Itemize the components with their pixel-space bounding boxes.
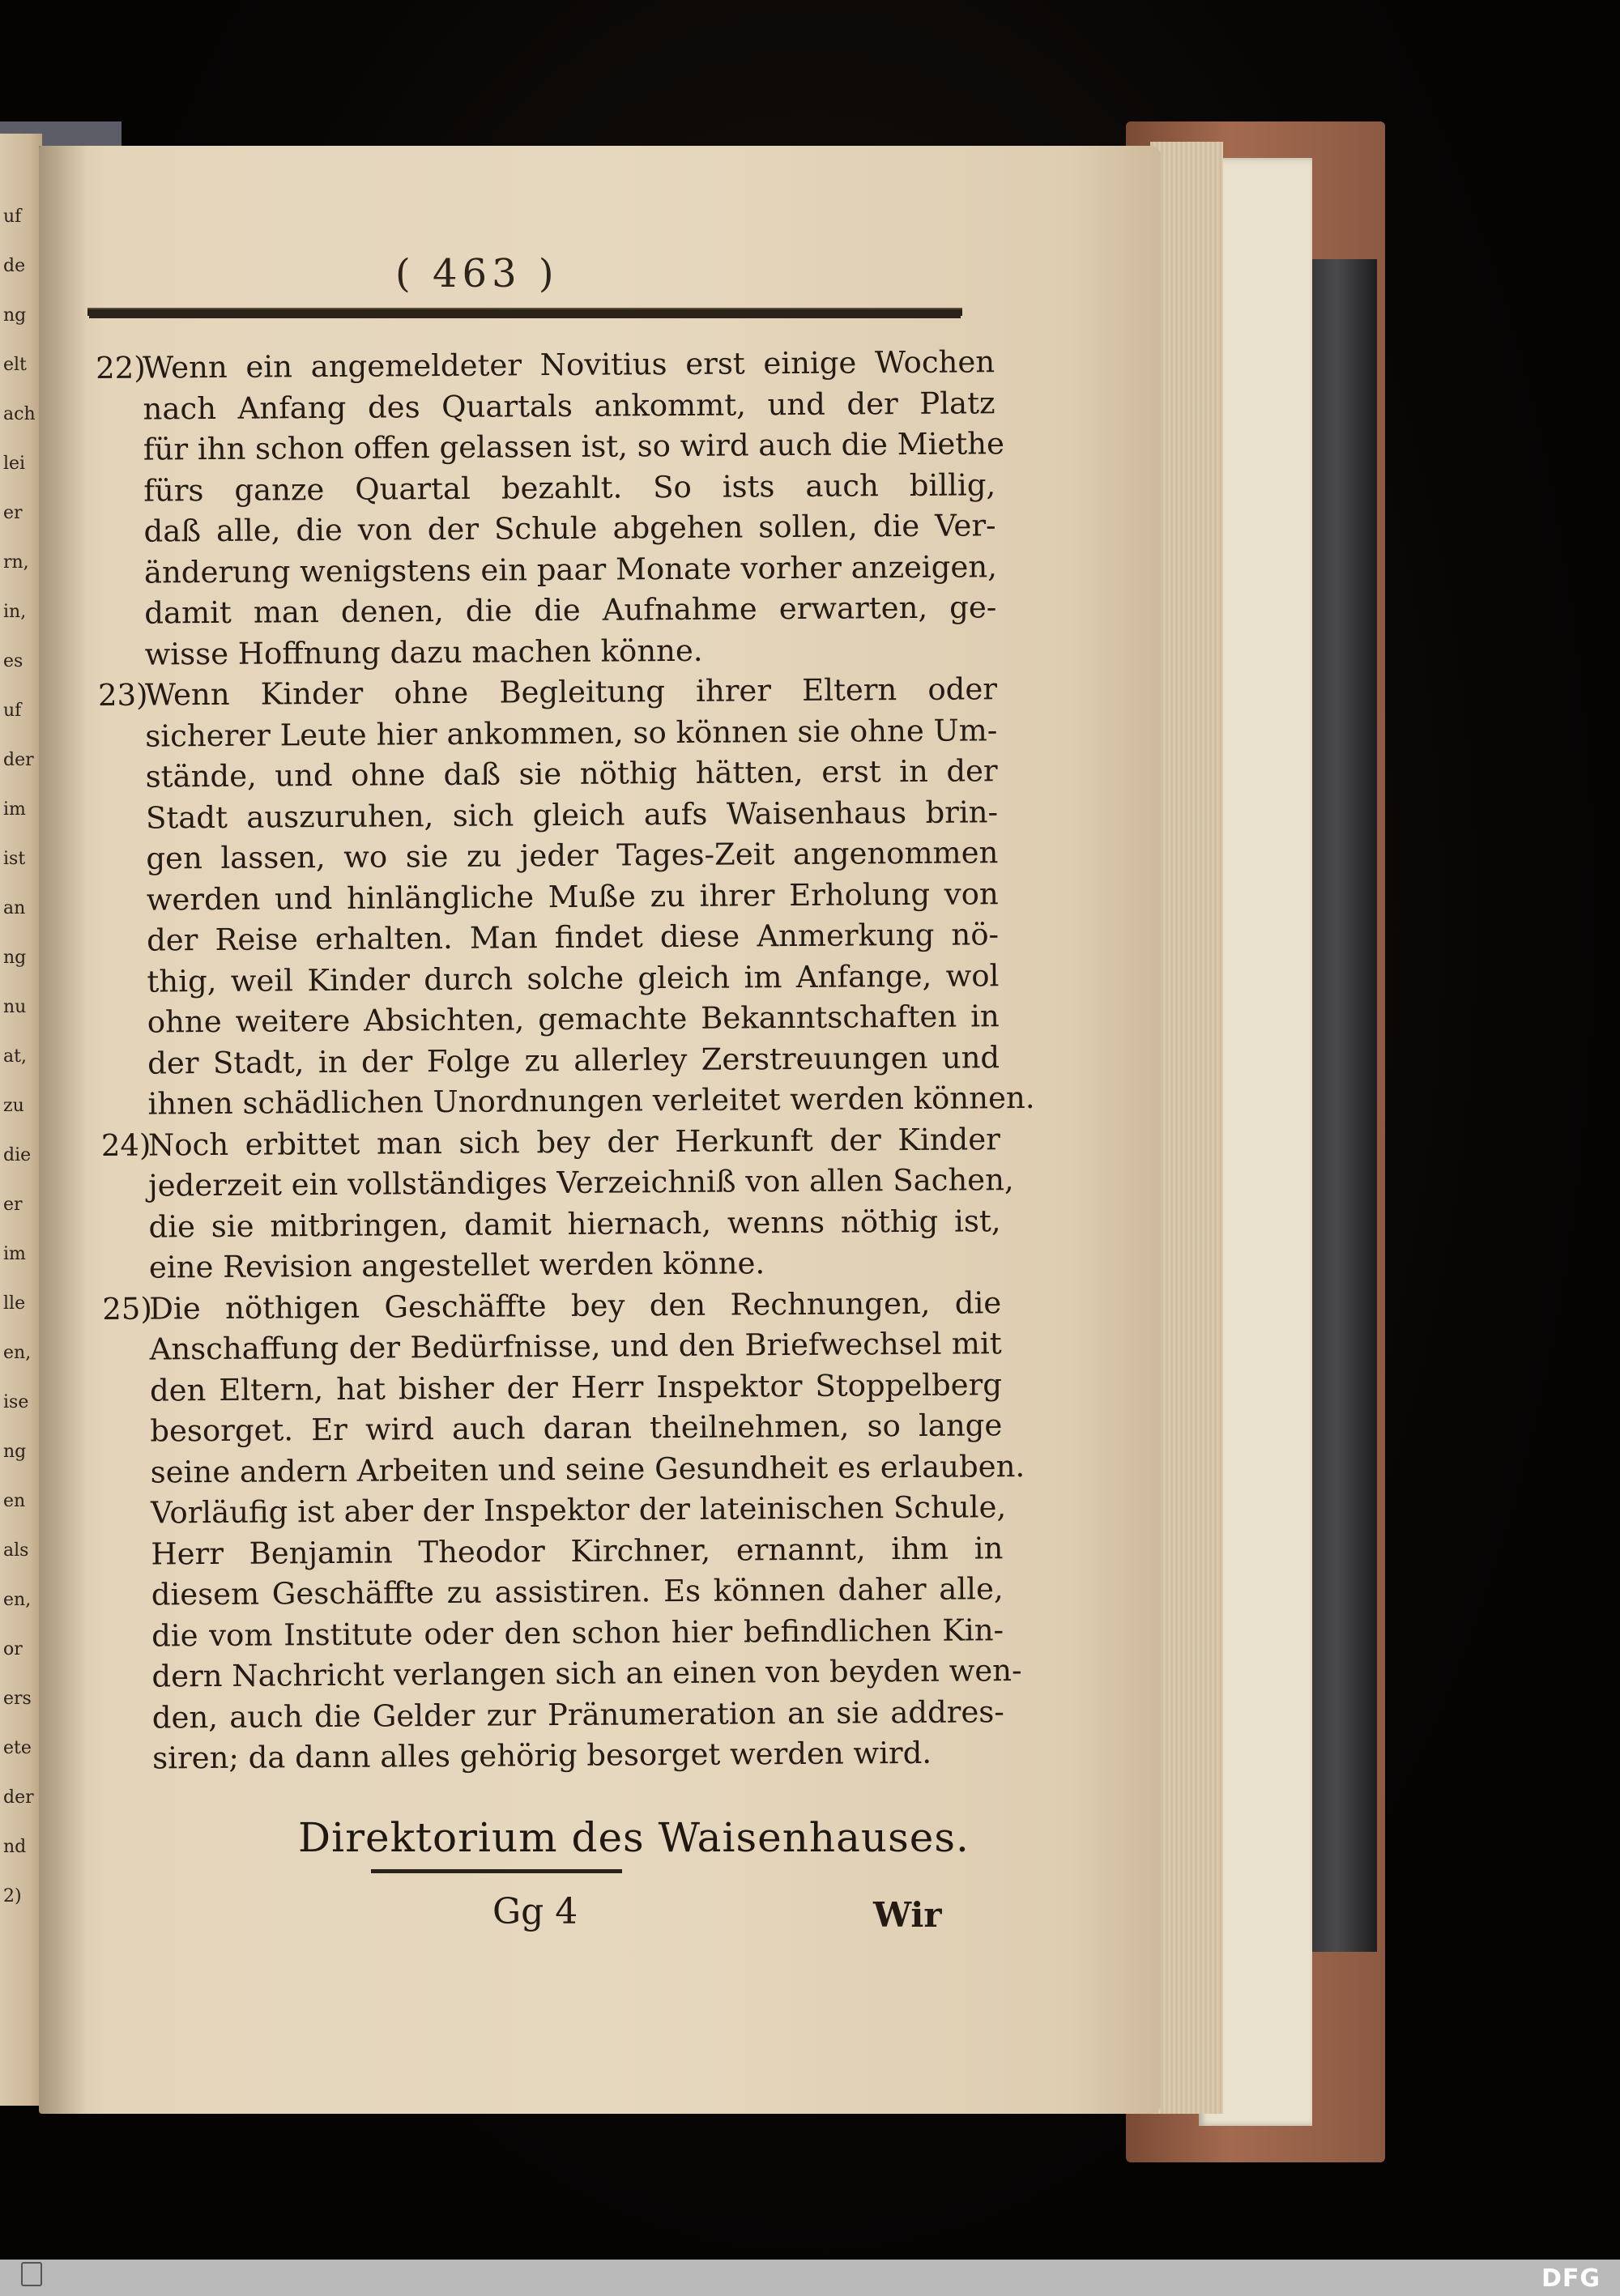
text-line: diesem Geschäffte zu assistiren. Es können daher alle, (151, 1571, 1004, 1612)
text-line: gen lassen, wo sie zu jeder Tages‑Zeit angenommen (146, 835, 999, 876)
text-line: ohne weitere Absichten, gemachte Bekanntschaften in (147, 999, 1000, 1040)
previous-page-text-fragment: 2) (3, 1886, 22, 1906)
text-line: Wenn ein angemeldeter Novitius erst einige Wochen (143, 344, 995, 386)
previous-page-text-fragment: als (3, 1540, 29, 1561)
paragraph-number: 25) (102, 1291, 152, 1327)
previous-page-text-fragment: en, (3, 1343, 32, 1363)
previous-page-text-fragment: uf (3, 701, 22, 721)
paragraph (97, 669, 1035, 1125)
text-line: stände, und ohne daß sie nöthig hätten, erst in der (145, 753, 998, 794)
dfg-watermark: DFG (1541, 2264, 1601, 2293)
paragraph (96, 342, 1005, 675)
text-line: Stadt auszuruhen, sich gleich aufs Waisenhaus brin‑ (145, 794, 999, 836)
text-line: damit man denen, die die Aufnahme erwarten, ge‑ (144, 590, 997, 631)
previous-page-text-fragment: lle (3, 1293, 26, 1314)
viewer-footer-bar (0, 2260, 1620, 2296)
previous-page-text-fragment: ng (3, 1442, 27, 1462)
text-line: den, auch die Gelder zur Pränumeration an sie addres‑ (151, 1693, 1004, 1736)
previous-page-text-fragment: an (3, 898, 26, 918)
text-line: dern Nachricht verlangen sich an einen von beyden wen‑ (151, 1653, 1022, 1694)
signature: Direktorium des Waisenhauses. (298, 1814, 970, 1861)
text-line: Noch erbittet man sich bey der Herkunft der Kinder (147, 1121, 1000, 1163)
previous-page-text-fragment: lei (3, 454, 26, 474)
previous-page-text-fragment: ach (3, 404, 36, 424)
previous-page-text-fragment: ng (3, 948, 27, 968)
text-line: Anschaffung der Bedürfnisse, und den Briefwechsel mit (149, 1326, 1002, 1367)
text-line: besorget. Er wird auch daran theilnehmen, so lange (150, 1408, 1003, 1449)
previous-page-text-fragment: der (3, 750, 34, 770)
previous-page-text-fragment: uf (3, 207, 22, 227)
page-number-header: ( 463 ) (395, 251, 559, 296)
previous-page-text-fragment: ist (3, 849, 26, 869)
previous-page-text-fragment: es (3, 651, 23, 671)
previous-page-text-fragment: or (3, 1639, 23, 1659)
previous-page-text-fragment: ise (3, 1392, 29, 1412)
text-line: die sie mitbringen, damit hiernach, wenns nöthig ist, (148, 1203, 1001, 1245)
text-line: änderung wenigstens ein paar Monate vorher anzeigen, (143, 548, 998, 590)
text-line: ihnen schädlichen Unordnungen verleitet werden können. (147, 1080, 1035, 1122)
text-line: fürs ganze Quartal bezahlt. So ists auch billig, (143, 466, 996, 509)
text-line: den Eltern, hat bisher der Herr Inspektor Stoppelberg (149, 1366, 1003, 1408)
previous-page-text-fragment: en (3, 1491, 26, 1511)
previous-page-text-fragment: nd (3, 1837, 27, 1857)
previous-page-text-fragment: er (3, 503, 23, 523)
previous-page-text-fragment: ers (3, 1689, 32, 1709)
text-line: sicherer Leute hier ankommen, so können sie ohne Um‑ (145, 712, 998, 754)
previous-page-text-fragment: er (3, 1195, 23, 1215)
page-fore-edge (1150, 142, 1223, 2114)
text-line: für ihn schon offen gelassen ist, so wird auch die Miethe (143, 426, 1005, 467)
previous-page-text-fragment: ng (3, 305, 27, 326)
catchword: Wir (873, 1895, 942, 1935)
previous-page-text-fragment: en, (3, 1590, 32, 1610)
paragraph-number: 22) (96, 350, 146, 386)
header-rule (87, 308, 962, 316)
paragraph-number: 24) (100, 1127, 151, 1163)
previous-page-text-fragment: nu (3, 997, 27, 1017)
previous-page-text-fragment: de (3, 256, 26, 276)
previous-page-text-fragment: at, (3, 1046, 27, 1067)
signature-mark: Gg 4 (492, 1891, 578, 1932)
text-line: der Reise erhalten. Man findet diese Anmerkung nö‑ (146, 917, 1000, 958)
text-line: die vom Institute oder den schon hier befindlichen Kin‑ (151, 1612, 1004, 1654)
text-line: werden und hinlängliche Muße zu ihrer Erholung von (146, 875, 999, 918)
previous-page-text-fragment: im (3, 799, 26, 820)
paragraph-number: 23) (97, 677, 148, 713)
paragraph (102, 1283, 1025, 1780)
book-page (39, 146, 1161, 2114)
page-body (96, 342, 1035, 1779)
previous-page-text-fragment: zu (3, 1096, 24, 1116)
text-line: Die nöthigen Geschäffte bey den Rechnungen, die (149, 1284, 1002, 1327)
previous-page-text-fragment: im (3, 1244, 26, 1264)
text-line: wisse Hoffnung dazu machen könne. (144, 633, 703, 672)
text-line: Wenn Kinder ohne Begleitung ihrer Eltern oder (144, 671, 998, 713)
previous-page-edge (0, 134, 42, 2106)
previous-page-text-fragment: die (3, 1145, 32, 1165)
previous-page-text-fragment: ete (3, 1738, 32, 1758)
previous-page-text-fragment: elt (3, 355, 27, 375)
previous-page-text-fragment: rn, (3, 552, 29, 573)
previous-page-text-fragment: der (3, 1787, 34, 1808)
text-line: Herr Benjamin Theodor Kirchner, ernannt, ihm in (151, 1530, 1004, 1572)
signature-rule (371, 1869, 622, 1873)
text-line: der Stadt, in der Folge zu allerley Zerstreuungen und (147, 1039, 1000, 1081)
text-line: eine Revision angestellet werden könne. (148, 1246, 765, 1285)
paragraph (100, 1119, 1014, 1289)
text-line: thig, weil Kinder durch solche gleich im Anfange, wol (147, 957, 1000, 999)
text-line: nach Anfang des Quartals ankommt, und der Platz (143, 385, 995, 427)
previous-page-text-fragment: in, (3, 602, 27, 622)
text-line: seine andern Arbeiten und seine Gesundheit es erlauben. (150, 1448, 1025, 1490)
library-logo-icon (21, 2262, 42, 2286)
text-line: jederzeit ein vollständiges Verzeichniß von allen Sachen, (148, 1162, 1014, 1203)
text-line: siren; da dann alles gehörig besorget werden wird. (152, 1735, 932, 1776)
text-line: daß alle, die von der Schule abgehen sollen, die Ver‑ (143, 508, 996, 549)
text-line: Vorläufig ist aber der Inspektor der lateinischen Schule, (150, 1489, 1007, 1531)
